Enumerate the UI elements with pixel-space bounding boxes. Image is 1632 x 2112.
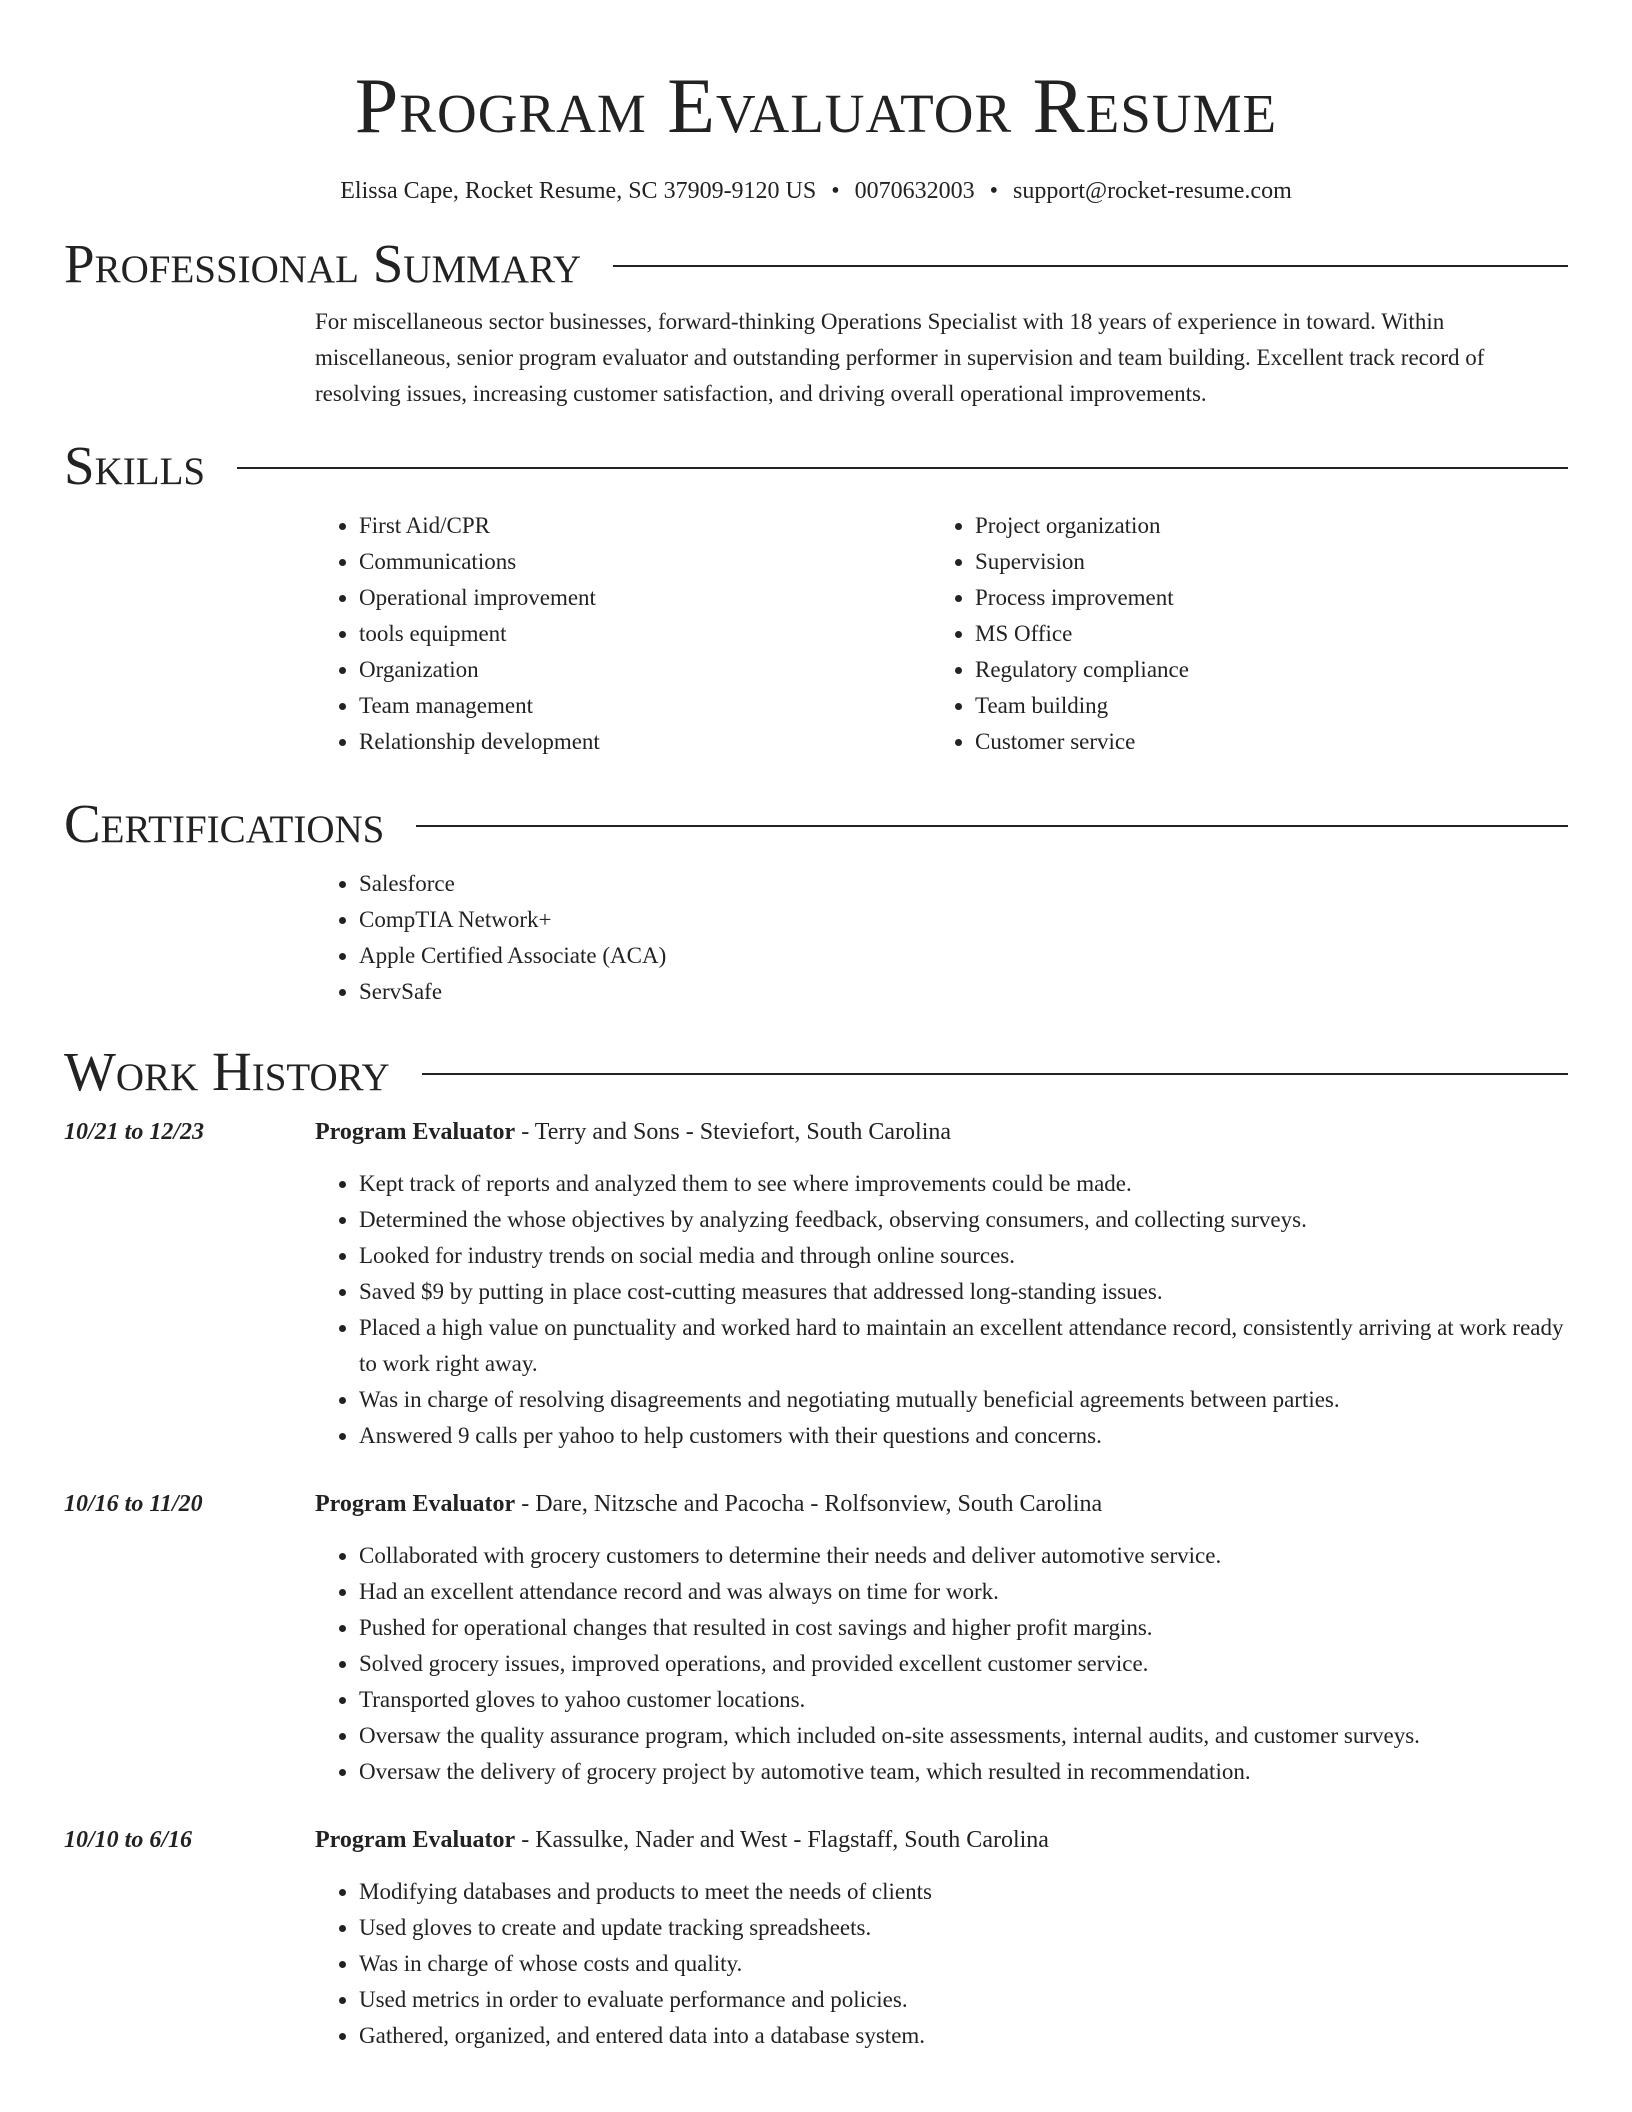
job-title: Program Evaluator	[315, 1827, 516, 1853]
job-details: - Kassulke, Nader and West - Flagstaff, South Carolina	[515, 1827, 1049, 1853]
work-history-heading: Work History	[64, 1041, 390, 1102]
skills-column-left	[315, 508, 931, 760]
job-bullet: • Looked for industry trends on social media and through online sources.	[359, 1238, 1568, 1274]
job-bullet: • Transported gloves to yahoo customer locations.	[359, 1682, 1568, 1718]
job-bullet: • Was in charge of whose costs and quality.	[359, 1946, 1568, 1982]
job-bullet: • Used metrics in order to evaluate performance and policies.	[359, 1982, 1568, 2018]
skill-item: • Regulatory compliance	[975, 652, 1547, 688]
summary-heading-row	[64, 232, 1568, 296]
summary-text: For miscellaneous sector businesses, forward-thinking Operations Specialist with 18 years of experience in toward. Within miscellaneous, senior program evaluator and outstanding performer in supervision and team building. Excellent track record of resolving issues, increasing customer satisfaction, and driving overall operational improvements.	[315, 309, 1485, 406]
job-bullet: • Oversaw the delivery of grocery project by automotive team, which resulted in recommendation.	[359, 1754, 1568, 1790]
job-heading	[315, 1486, 1102, 1522]
summary-section	[64, 232, 1568, 412]
job-title: Program Evaluator	[315, 1119, 516, 1145]
contact-address: Elissa Cape, Rocket Resume, SC 37909-9120 US	[340, 178, 817, 204]
resume-title: Program Evaluator Resume	[354, 62, 1278, 149]
skills-section	[64, 434, 1568, 760]
skills-list	[315, 508, 1568, 760]
skill-item: • Relationship development	[359, 724, 931, 760]
contact-separator: •	[831, 178, 840, 204]
job-bullet: • Oversaw the quality assurance program, which included on-site assessments, internal audits, and customer surveys.	[359, 1718, 1568, 1754]
certifications-heading: Certifications	[64, 793, 385, 854]
job-header	[64, 1114, 1568, 1150]
job-bullet: • Determined the whose objectives by analyzing feedback, observing consumers, and collecting surveys.	[359, 1202, 1568, 1238]
job-bullet: • Had an excellent attendance record and was always on time for work.	[359, 1574, 1568, 1610]
skill-item: • Team management	[359, 688, 931, 724]
job-details: - Dare, Nitzsche and Pacocha - Rolfsonview, South Carolina	[515, 1491, 1103, 1517]
skill-item: • Organization	[359, 652, 931, 688]
section-divider	[613, 265, 1568, 267]
job-bullet: • Solved grocery issues, improved operations, and provided excellent customer service.	[359, 1646, 1568, 1682]
contact-line	[64, 174, 1568, 208]
job-details: - Terry and Sons - Steviefort, South Carolina	[515, 1119, 952, 1145]
summary-heading: Professional Summary	[64, 233, 582, 294]
skill-item: • tools equipment	[359, 616, 931, 652]
work-history-section	[64, 1040, 1568, 2054]
skills-heading: Skills	[64, 435, 206, 496]
contact-phone: 0070632003	[854, 178, 975, 204]
job-entry	[64, 1486, 1568, 1790]
contact-separator: •	[989, 178, 999, 204]
job-entry	[64, 1822, 1568, 2054]
job-entry	[64, 1114, 1568, 1454]
job-heading	[315, 1822, 1049, 1858]
job-bullet: • Kept track of reports and analyzed them to see where improvements could be made.	[359, 1166, 1568, 1202]
job-bullet: • Used gloves to create and update tracking spreadsheets.	[359, 1910, 1568, 1946]
certification-item: • CompTIA Network+	[359, 902, 1568, 938]
summary-body	[315, 304, 1568, 412]
job-heading	[315, 1114, 951, 1150]
skill-item: • Operational improvement	[359, 580, 931, 616]
job-bullet: • Was in charge of resolving disagreements and negotiating mutually beneficial agreements between parties.	[359, 1382, 1568, 1418]
skills-heading-row	[64, 434, 1568, 498]
job-bullets	[315, 1874, 1568, 2054]
skill-item: • Communications	[359, 544, 931, 580]
skill-item: • Process improvement	[975, 580, 1547, 616]
certifications-heading-row	[64, 792, 1568, 856]
job-bullet: • Pushed for operational changes that resulted in cost savings and higher profit margins.	[359, 1610, 1568, 1646]
skill-item: • First Aid/CPR	[359, 508, 931, 544]
section-divider	[422, 1073, 1568, 1075]
job-bullet: • Modifying databases and products to meet the needs of clients	[359, 1874, 1568, 1910]
job-title: Program Evaluator	[315, 1491, 516, 1517]
certification-item: • Salesforce	[359, 866, 1568, 902]
skill-item: • Supervision	[975, 544, 1547, 580]
job-bullet: • Collaborated with grocery customers to determine their needs and deliver automotive service.	[359, 1538, 1568, 1574]
job-bullet: • Answered 9 calls per yahoo to help customers with their questions and concerns.	[359, 1418, 1568, 1454]
job-dates: 10/10 to 6/16	[64, 1827, 193, 1853]
job-dates: 10/21 to 12/23	[64, 1119, 205, 1145]
section-divider	[237, 467, 1568, 469]
skill-item: • Project organization	[975, 508, 1547, 544]
job-bullets	[315, 1166, 1568, 1454]
job-bullet: • Gathered, organized, and entered data into a database system.	[359, 2018, 1568, 2054]
job-bullet: • Saved $9 by putting in place cost-cutting measures that addressed long-standing issues.	[359, 1274, 1568, 1310]
contact-email[interactable]: support@rocket-resume.com	[1013, 178, 1292, 204]
job-header	[64, 1822, 1568, 1858]
job-bullets	[315, 1538, 1568, 1790]
section-divider	[416, 825, 1568, 827]
skills-column-right	[931, 508, 1547, 760]
skill-item: • Team building	[975, 688, 1547, 724]
job-bullet: • Placed a high value on punctuality and worked hard to maintain an excellent attendance record, consistently arriving at work ready to work right away.	[359, 1310, 1568, 1382]
skill-item: • MS Office	[975, 616, 1547, 652]
certifications-section	[64, 792, 1568, 1010]
work-history-heading-row	[64, 1040, 1568, 1104]
job-dates: 10/16 to 11/20	[64, 1491, 203, 1517]
job-header	[64, 1486, 1568, 1522]
certification-item: • ServSafe	[359, 974, 1568, 1010]
certifications-list	[315, 866, 1568, 1010]
skill-item: • Customer service	[975, 724, 1547, 760]
certification-item: • Apple Certified Associate (ACA)	[359, 938, 1568, 974]
